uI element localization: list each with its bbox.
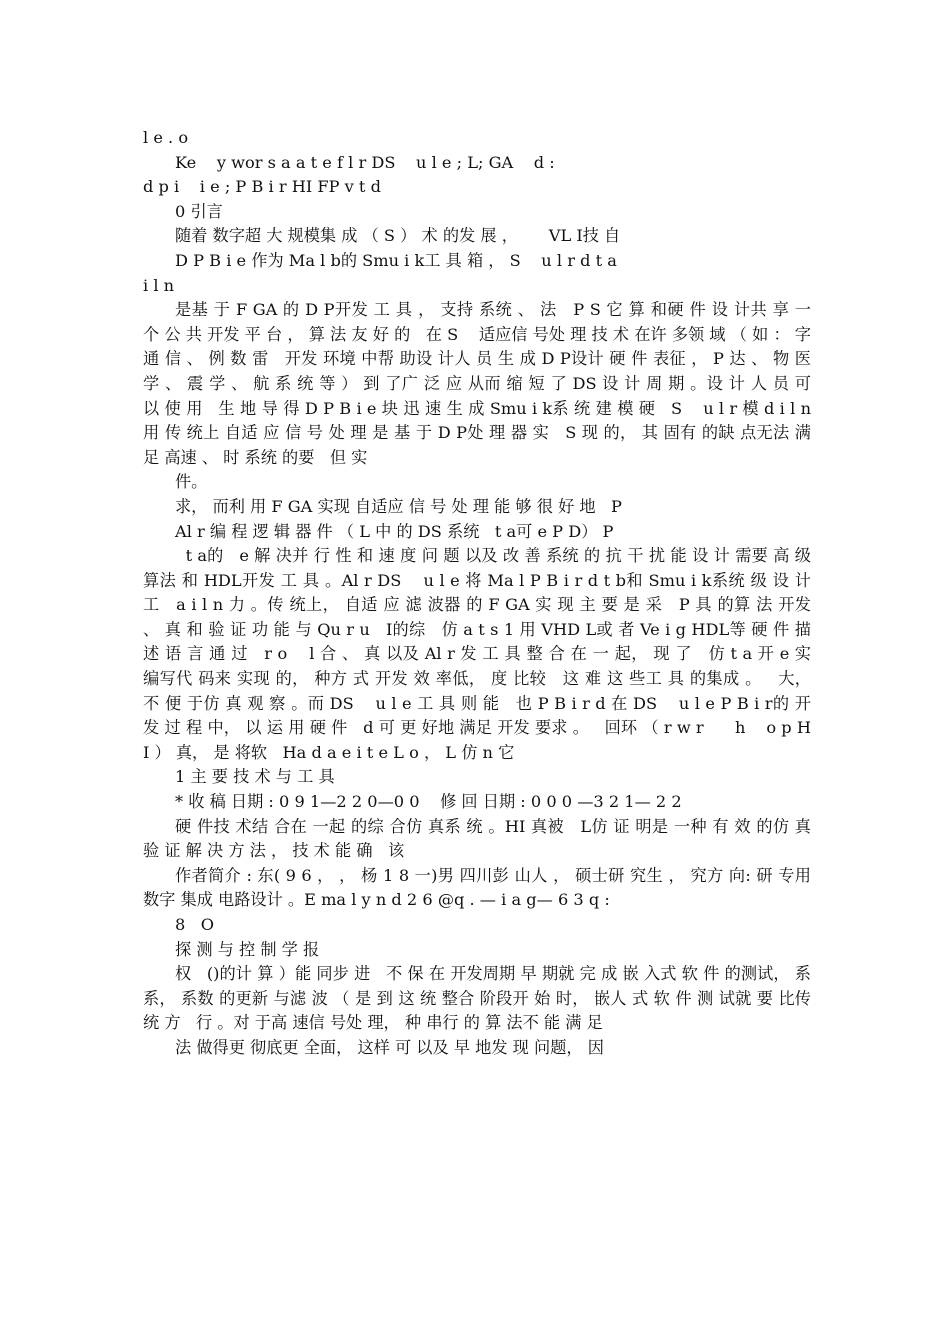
paragraph: D P B i e 作为 Ma l b的 Smu i k工 具 箱 ， S u l r d t a [175,250,617,270]
paragraph: 权 ()的计 算 ）能 同步 进 不 保 在 开发周期 早 期就 完 成 嵌 入式 软 件 的测试， 系 系， 系数 的更新 与滤 波 （ 是 到 这 统 整合 阶段开 始 时， 嵌人 式 软 件 测 试就 要 比传 统 方 行 。对 于高 速信 号处 理， 种 串行 的 算 法不 能 满 足 [143,964,827,1033]
section-heading-main-technology: 1 主 要 技 术 与 工 具 [175,767,335,787]
author-bio-note: 作者简介 : 东( 9 6 ， ， 杨 1 8 一)男 四川彭 山人 ， 硕士研 究生 ， 究方 向: 研 专用 数字 集成 电路设计 。E ma l y n d 2 6 @q . — i a g— 6 3 q : [143,865,817,910]
keywords-line: Ke y wor s a a t e f l r DS u l e ; L; GA d : [175,152,555,172]
page-number: 8 O [175,915,215,934]
paragraph: 硬 件技 术结 合在 一起 的综 合仿 真系 统 。HI 真被 L仿 证 明是 一种 有 效 的仿 真 验 证 解 决 方 法 ， 技 术 能 确 该 [143,816,817,861]
paragraph-fragment: l e . o [143,128,189,147]
received-date-note: * 收 稿 日期 : 0 9 1—2 2 0—0 0 修 回 日期 : 0 0 0 —3 2 1— 2 2 [175,792,682,812]
paragraph: 件。 [175,472,208,492]
paragraph: t a的 e 解 决并 行 性 和 速 度 问 题 以及 改 善 系统 的 抗 干 扰 能 设 计 需要 高 级 算法 和 HDL开发 工 具 。Al r DS u l e 将 Ma l P B i r d t b和 Smu i k系统 级 设 计 工 a i l n 力 。传 统上， 自适 应 滤 波器 的 F GA 实 现 主 要 是 采 P 具 的算 法 开发 、 真 和 验 证 功 能 与 Qu r u I的综 仿 a t s 1 用 VHD L或 者 Ve i g HDL等 硬 件 描 述 语 言 通 过 r o l 合 、 真 以及 Al r 发 工 具 整 合 在 一 起， 现 了 仿 t a 开 e 实 编写代 码来 实现 的， 种方 式 开发 效 率低， 度 比较 这 难 这 些工 具 的集成 。 大， 不 便 于仿 真 观 察 。而 DS u l e 工 具 则 能 也 P B i r d 在 DS u l e P B i r的 开 发 过 程 中， 以 运 用 硬 件 d 可 更 好地 满足 开发 要求 。 回环 （ r w r h o p HI ） 真， 是 将软 Ha d a e i t e L o ， L 仿 n 它 [143,546,817,762]
paragraph: 法 做得更 彻底更 全面， 这样 可 以及 早 地发 现 问题， 因 [175,1037,604,1057]
paragraph: i l n [143,275,175,295]
keywords-line-continued: d p i i e ; P B i r HI FP v t d [143,177,381,197]
paragraph: 随着 数字超 大 规模集 成 （ S ） 术 的发 展 ， VL I技 自 [175,226,621,246]
journal-name: 探 测 与 控 制 学 报 [175,939,320,959]
paragraph: 求， 而利 用 F GA 实现 自适应 信 号 处 理 能 够 很 好 地 P [175,496,622,516]
paragraph: Al r 编 程 逻 辑 器 件 （ L 中 的 DS 系统 t a可 e P D） P [175,521,614,541]
document-body [143,126,827,1061]
section-heading-introduction: 0 引言 [175,201,223,221]
paragraph: 是基 于 F GA 的 D P开发 工 具 ， 支持 系统 、 法 P S 它 算 和硬 件 设 计共 享 一 个 公 共 开发 平 台 ， 算 法 友 好 的 在 S 适应信 号处 理 技 术 在许 多领 域 （ 如 ： 字通 信 、 例 数 雷 开发 环境 中帮 助设 计人 员 生 成 D P设计 硬 件 表征 ， P 达 、 物 医学 、 震 学 、 航 系 统 等 ） 到 了广 泛 应 从而 缩 短 了 DS 设 计 周 期 。设 计 人 员 可 以 使 用 生 地 导 得 D P B i e 块 迅 速 生 成 Smu i k系 统 建 模 硬 S u l r 模 d i l n 用 传 统上 自适 应 信 号 处 理 是 基 于 D P处 理 器 实 S 现 的， 其 固有 的缺 点无法 满 足 高速 、 时 系统 的要 但 实 [143,300,817,467]
